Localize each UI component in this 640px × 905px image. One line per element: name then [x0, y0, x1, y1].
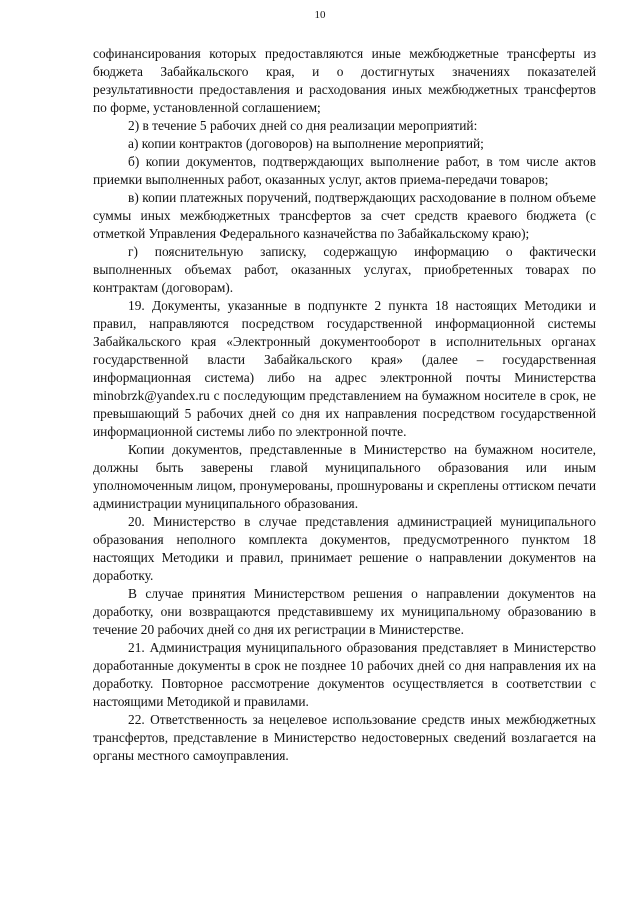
- paragraph-item-2a: а) копии контрактов (договоров) на выполнение мероприятий;: [128, 136, 484, 151]
- paragraph-22: 22. Ответственность за нецелевое использование средств иных межбюджетных трансфертов, представление в Министерство недостоверных сведений возлагается на органы местного самоуправления.: [93, 712, 596, 763]
- paragraph-item-2g: г) пояснительную записку, содержащую информацию о фактически выполненных объемах работ, оказанных услугах, приобретенных товарах по контрактам (договорам).: [93, 244, 596, 295]
- paragraph-19: 19. Документы, указанные в подпункте 2 пункта 18 настоящих Методики и правил, направляются посредством государственной информационной системы Забайкальского края «Электронный документооборот в исполнительных органах государственной власти Забайкальского края» (далее – государственная информационная система) либо на адрес электронной почты Министерства minobrzk@yandex.ru с последующим представлением на бумажном носителе в срок, не превышающий 5 рабочих дней со дня их направления посредством государственной информационной системы либо по электронной почте.: [93, 298, 596, 439]
- paragraph-item-2v: в) копии платежных поручений, подтверждающих расходование в полном объеме суммы иных межбюджетных трансфертов за счет средств краевого бюджета (с отметкой Управления Федерального казначейства по Забайкальскому краю);: [93, 190, 596, 241]
- paragraph-21: 21. Администрация муниципального образования представляет в Министерство доработанные документы в срок не позднее 10 рабочих дней со дня направления их на доработку. Повторное рассмотрение документов осуществляется в соответствии с настоящими Методикой и правилами.: [93, 640, 596, 709]
- paragraph-20-return: В случае принятия Министерством решения о направлении документов на доработку, они возвращаются представившему их муниципальному образованию в течение 20 рабочих дней со дня их регистрации в Министерстве.: [93, 586, 596, 637]
- page-number: 10: [314, 9, 326, 21]
- paragraph-19-copies: Копии документов, представленные в Министерство на бумажном носителе, должны быть заверены главой муниципального образования или иным уполномоченным лицом, пронумерованы, прошнурованы и скреплены оттиском печати администрации муниципального образования.: [93, 442, 596, 511]
- paragraph-item-2b: б) копии документов, подтверждающих выполнение работ, в том числе актов приемки выполненных работ, оказанных услуг, актов приема-передачи товаров;: [93, 154, 596, 187]
- paragraph-20: 20. Министерство в случае представления администрацией муниципального образования неполного комплекта документов, предусмотренного пунктом 18 настоящих Методики и правил, принимает решение о направлении документов на доработку.: [93, 514, 596, 583]
- paragraph-continuation: софинансирования которых предоставляются иные межбюджетные трансферты из бюджета Забайкальского края, и о достигнутых значениях показателей результативности предоставления и расходования иных межбюджетных трансфертов по форме, установленной соглашением;: [93, 46, 596, 115]
- document-body: [93, 45, 596, 765]
- paragraph-item-2: 2) в течение 5 рабочих дней со дня реализации мероприятий:: [128, 118, 478, 133]
